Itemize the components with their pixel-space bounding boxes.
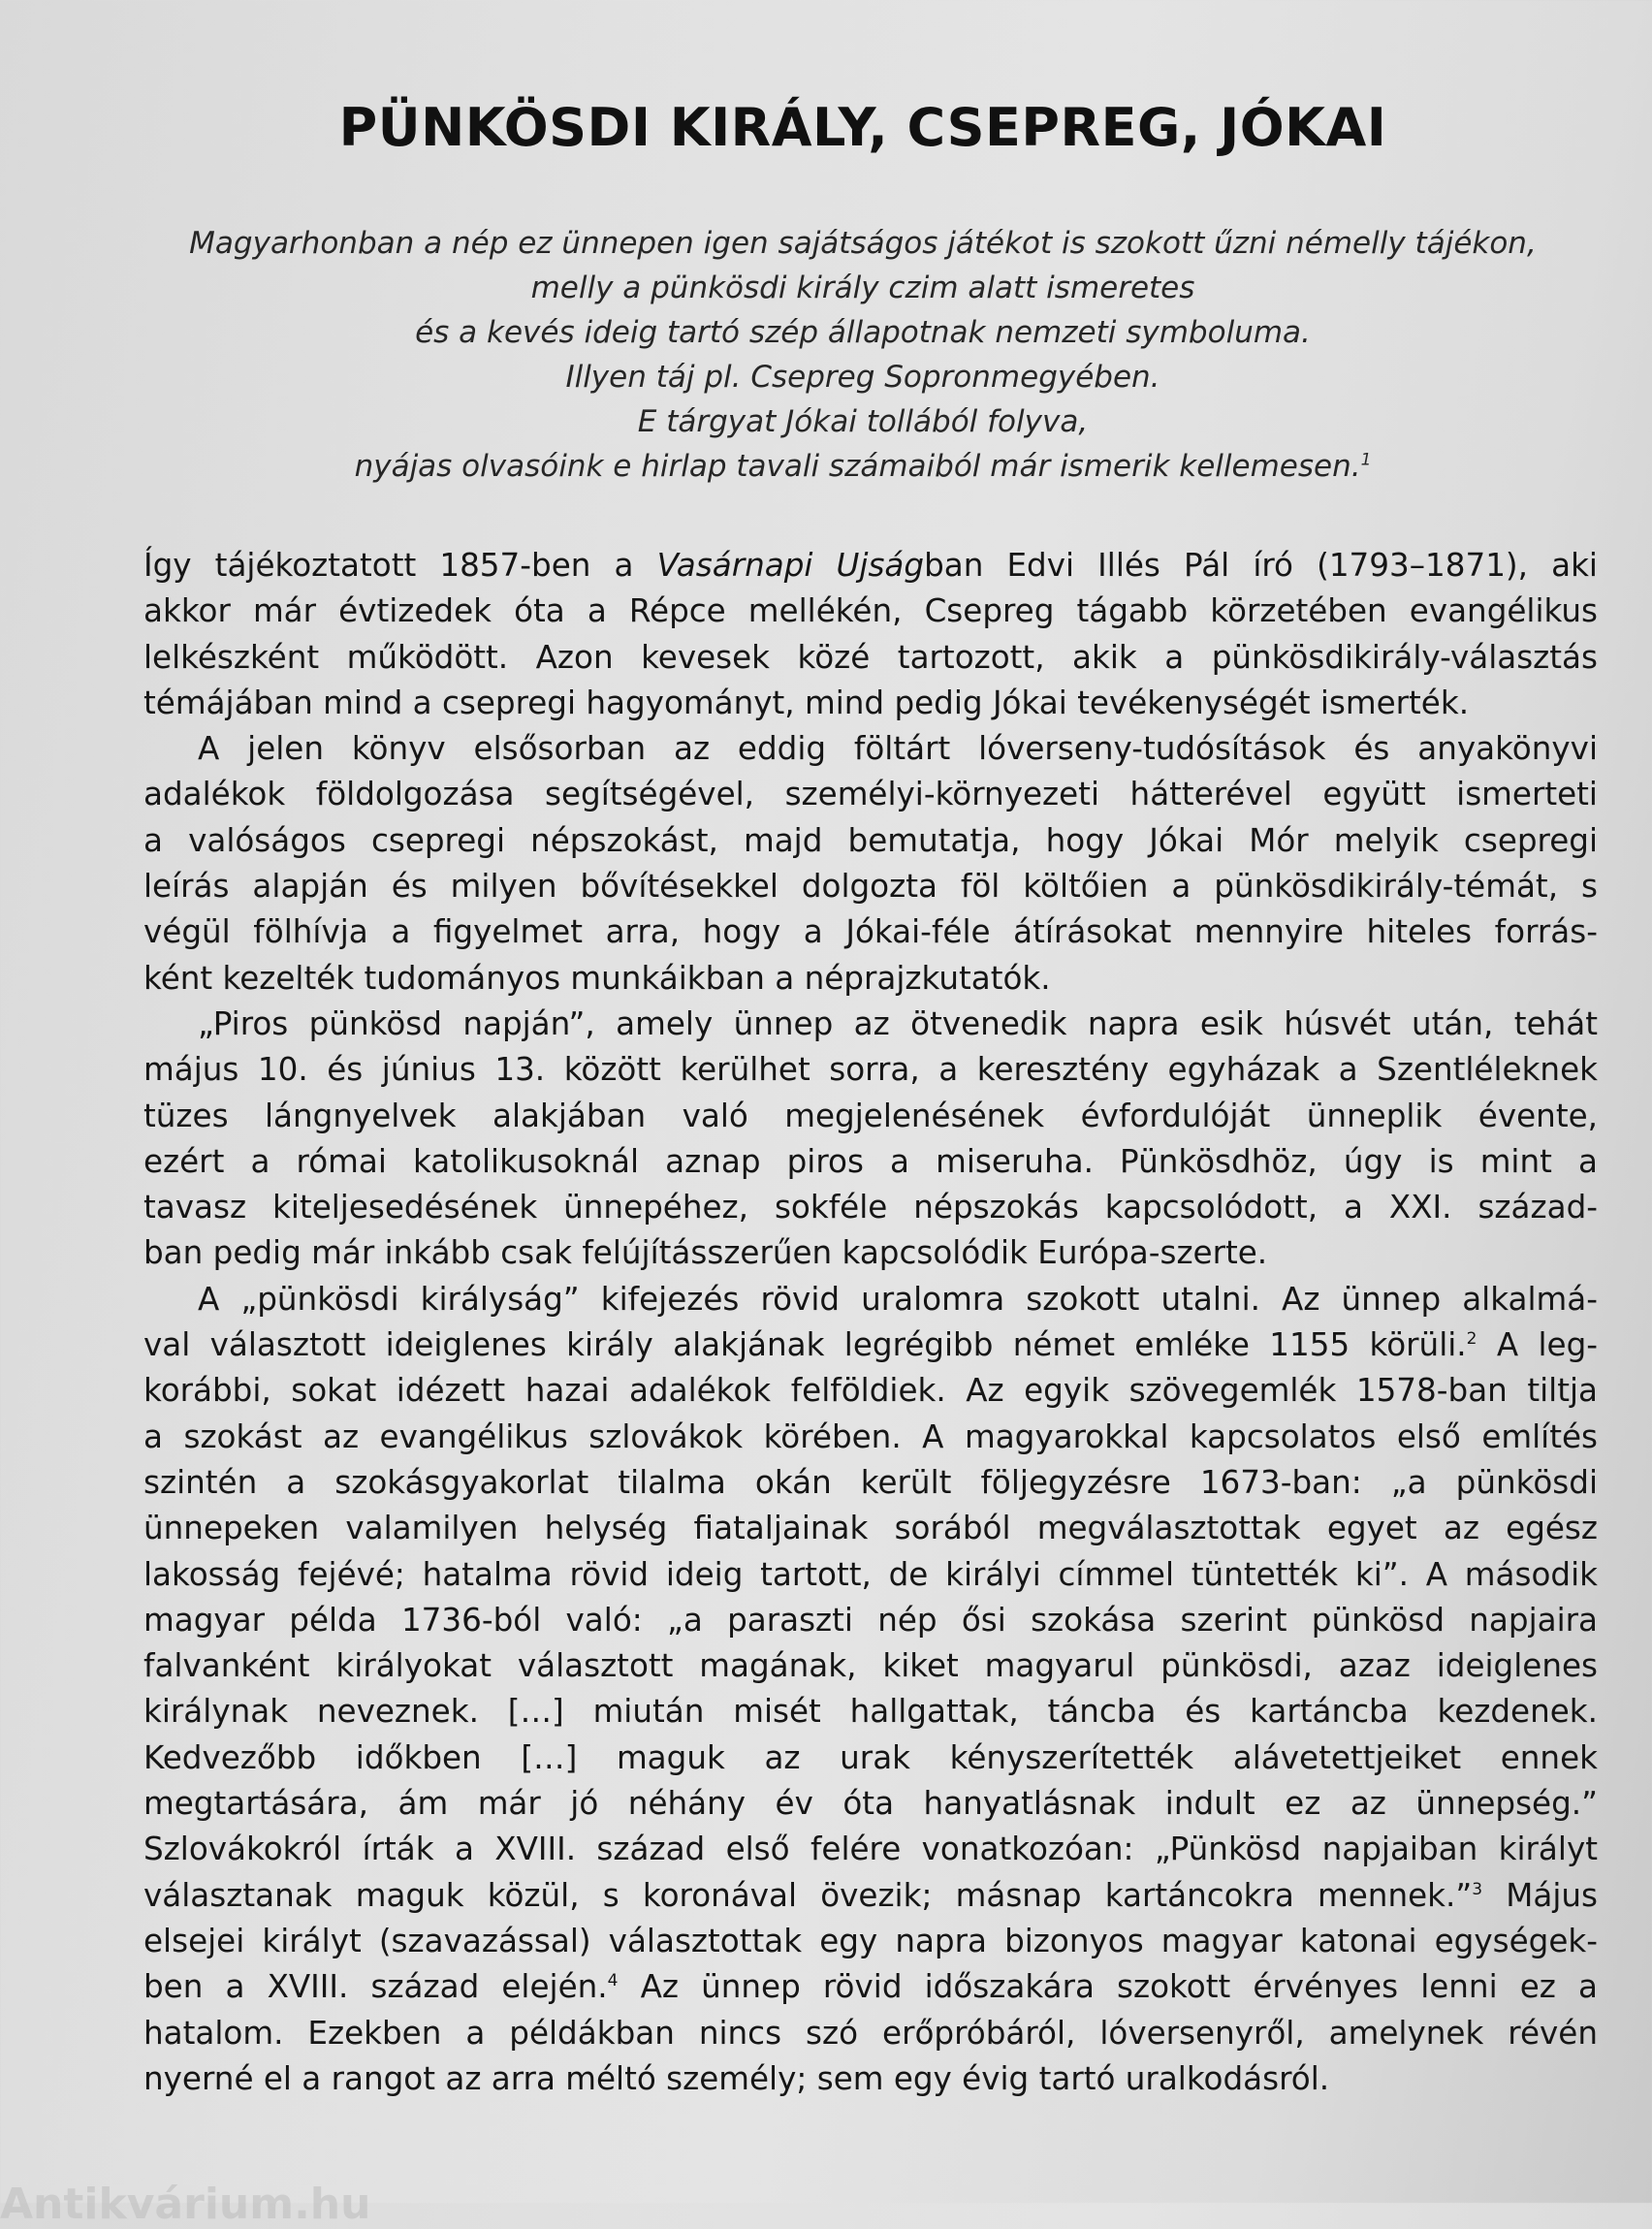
- footnote-marker: 4: [607, 1971, 619, 1991]
- watermark: Antikvárium.hu: [0, 2180, 371, 2229]
- epigraph-line: E tárgyat Jókai tollából folyva,: [637, 404, 1089, 439]
- text-line: falvanként királyokat választott magának, kiket magyarul pünkösdi, azaz ideiglenes: [143, 1647, 1598, 1685]
- text-line: nyerné el a rangot az arra méltó személy; sem egy évig tartó uralkodásról.: [143, 2059, 1330, 2097]
- text-line: leírás alapján és milyen bővítésekkel dolgozta föl költőien a pünkösdikirály-témát, s: [143, 868, 1598, 906]
- text-line: adalékok földolgozása segítségével, személyi-környezeti hátterével együtt ismerteti: [143, 776, 1598, 813]
- text-line: A „pünkösdi királyság” kifejezés rövid uralomra szokott utalni. Az ünnep alkalmá-: [198, 1280, 1598, 1318]
- footnote-marker: 3: [1472, 1879, 1483, 1899]
- text-line: tavasz kiteljesedésének ünnepéhez, sokféle népszokás kapcsolódott, a XXI. század-: [143, 1189, 1598, 1226]
- text-line: május 10. és június 13. között kerülhet sorra, a keresztény egyházak a Szentléleknek: [143, 1051, 1598, 1089]
- epigraph-line: Magyarhonban a nép ez ünnepen igen sajátságos játékot is szokott űzni némelly tájékon,: [189, 226, 1537, 261]
- text-line: ban pedig már inkább csak felújításszerűen kapcsolódik Európa-szerte.: [143, 1234, 1268, 1272]
- epigraph-line: melly a pünkösdi király czim alatt ismeretes: [530, 271, 1195, 305]
- epigraph-line: és a kevés ideig tartó szép állapotnak nemzeti symboluma.: [415, 315, 1311, 350]
- text-line: végül fölhívja a figyelmet arra, hogy a Jókai-féle átírásokat mennyire hiteles forrás-: [143, 913, 1598, 951]
- page-title: PÜNKÖSDI KIRÁLY, CSEPREG, JÓKAI: [338, 97, 1387, 158]
- text-line: val választott ideiglenes király alakjának legrégibb német emléke 1155 körüli.$^2$ A leg-: [143, 1326, 1599, 1364]
- text-line: királynak neveznek. […] miután misét hallgattak, táncba és kartáncba kezdenek.: [143, 1693, 1598, 1731]
- text-line: Kedvezőbb időkben […] maguk az urak kényszerítették alávetettjeiket ennek: [143, 1738, 1598, 1776]
- epigraph-line: [136, 444, 1590, 489]
- text-line: tüzes lángnyelvek alakjában való megjelenésének évfordulóját ünneplik évente,: [143, 1097, 1598, 1134]
- text-line: ként kezelték tudományos munkáikban a néprajzkutatók.: [143, 959, 1051, 997]
- text-line: hatalom. Ezekben a példákban nincs szó erőpróbáról, lóversenyről, amelynek révén: [143, 2014, 1598, 2052]
- text-line: elsejei királyt (szavazással) választottak egy napra bizonyos magyar katonai egységek-: [143, 1922, 1598, 1959]
- text-line: lakosság fejévé; hatalma rövid ideig tartott, de királyi címmel tüntették ki”. A második: [143, 1555, 1598, 1593]
- text-line: témájában mind a csepregi hagyományt, mind pedig Jókai tevékenységét ismerték.: [143, 684, 1470, 721]
- text-line: akkor már évtizedek óta a Répce mellékén, Csepreg tágabb körzetében evangélikus: [143, 592, 1598, 630]
- text-line: szintén a szokásgyakorlat tilalma okán került följegyzésre 1673-ban: „a pünkösdi: [143, 1463, 1598, 1501]
- text-line: A jelen könyv elsősorban az eddig föltárt lóverseny-tudósítások és anyakönyvi: [198, 730, 1598, 768]
- text-line: „Piros pünkösd napján”, amely ünnep az ötvenedik napra esik húsvét után, tehát: [198, 1004, 1598, 1042]
- italic-term: Vasárnapi Ujság: [656, 547, 925, 584]
- text-line: ünnepeken valamilyen helység fiataljainak sorából megválasztottak egyet az egész: [143, 1510, 1598, 1547]
- epigraph: [136, 221, 1590, 489]
- text-line: a valóságos csepregi népszokást, majd bemutatja, hogy Jókai Mór melyik csepregi: [143, 821, 1598, 859]
- text-line: megtartására, ám már jó néhány év óta hanyatlásnak indult ez az ünnepség.”: [143, 1785, 1598, 1823]
- epigraph-line: Illyen táj pl. Csepreg Sopronmegyében.: [565, 360, 1160, 395]
- body-text: [143, 543, 1598, 2102]
- text-line: ezért a római katolikusoknál aznap piros a miseruha. Pünkösdhöz, úgy is mint a: [143, 1142, 1598, 1180]
- text-line: Így tájékoztatott 1857-ben a Vasárnapi Ujságban Edvi Illés Pál író (1793–1871), aki: [143, 547, 1598, 584]
- footnote-marker: 1: [1360, 450, 1372, 470]
- text-line: Szlovákokról írták a XVIII. század első felére vonatkozóan: „Pünkösd napjaiban királyt: [143, 1831, 1598, 1868]
- text-line: választanak maguk közül, s koronával övezik; másnap kartáncokra mennek.”$^3$ Május: [143, 1876, 1598, 1914]
- text-line: a szokást az evangélikus szlovákok körében. A magyarokkal kapcsolatos első említés: [143, 1417, 1598, 1455]
- text-line: korábbi, sokat idézett hazai adalékok felföldiek. Az egyik szövegemlék 1578-ban tiltja: [143, 1372, 1598, 1410]
- text-line: ben a XVIII. század elején.$^4$ Az ünnep rövid időszakára szokott érvényes lenni ez a: [143, 1968, 1598, 2006]
- footnote-marker: 2: [1466, 1329, 1477, 1350]
- text-line: magyar példa 1736-ból való: „a paraszti nép ősi szokása szerint pünkösd napjaira: [143, 1601, 1598, 1639]
- text-line: lelkészként működött. Azon kevesek közé tartozott, akik a pünkösdikirály-választás: [143, 638, 1598, 676]
- epigraph-line-text: nyájas olvasóink e hirlap tavali számaiból már ismerik kellemesen.: [354, 449, 1361, 484]
